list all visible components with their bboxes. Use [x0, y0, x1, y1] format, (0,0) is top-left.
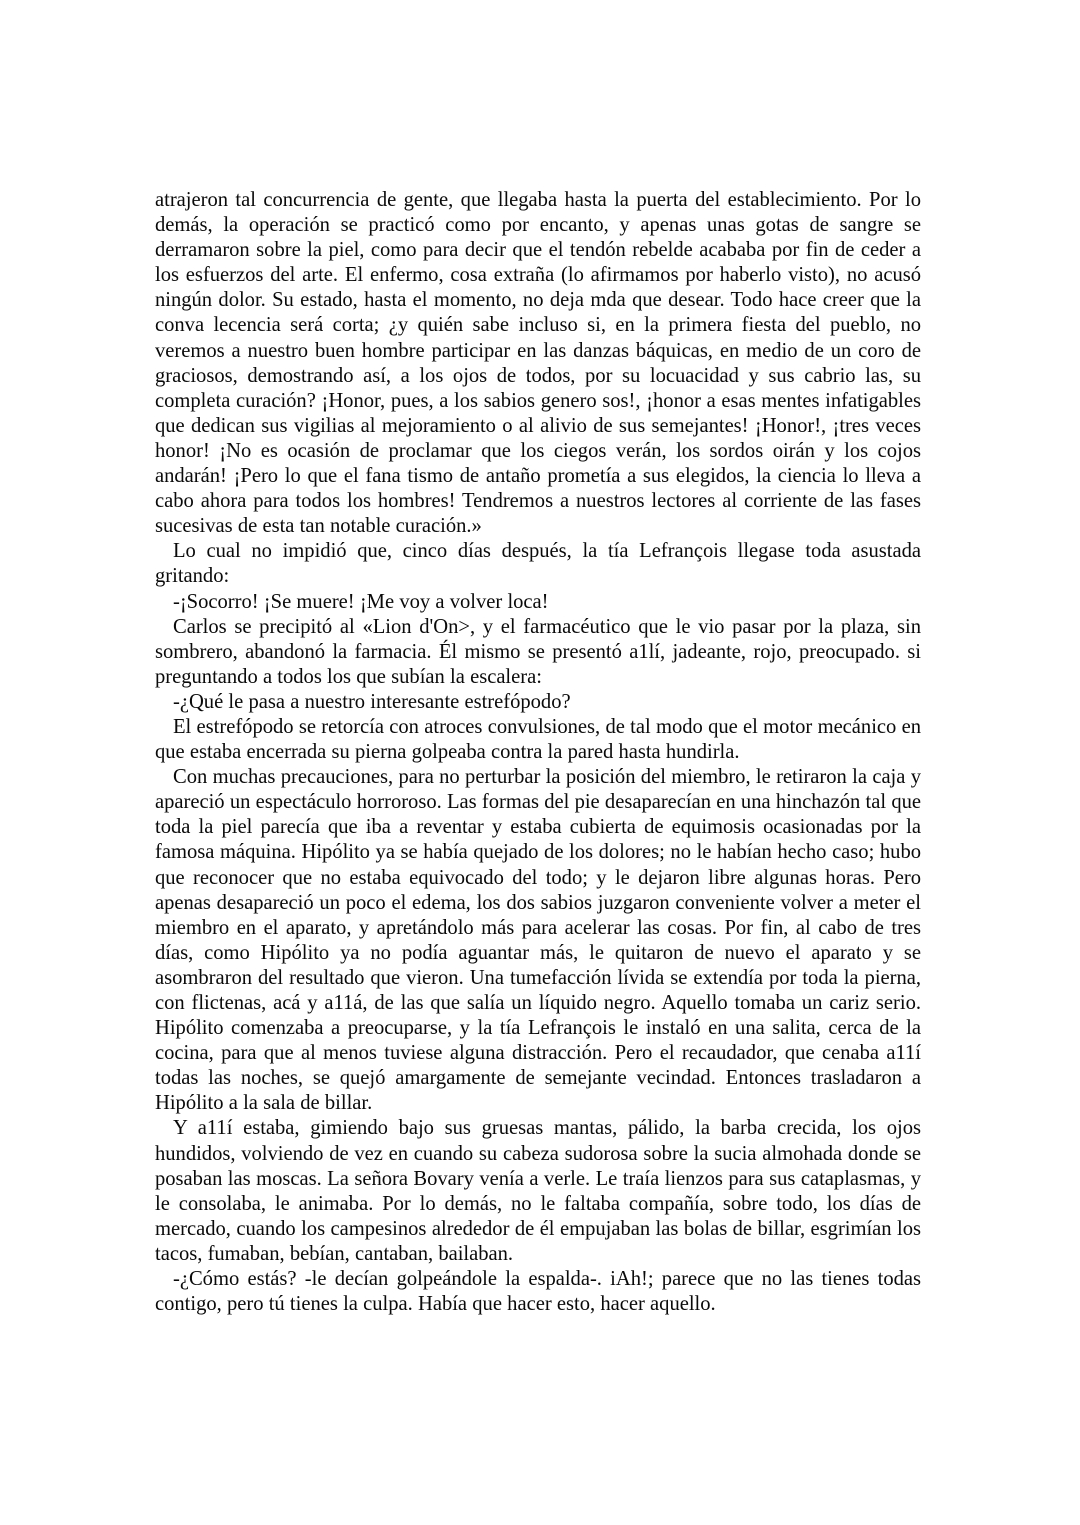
- page-text-block: [155, 188, 921, 1317]
- paragraph: Con muchas precauciones, para no perturbar la posición del miembro, le retiraron la caja y apareció un espectáculo horroroso. Las formas del pie desaparecían en una hinchazón tal que toda la piel parecía que iba a reventar y estaba cubierta de equimosis ocasionadas por la famosa máquina. Hipólito ya se había quejado de los dolores; no le habían hecho caso; hubo que reconocer que no estaba equivocado del todo; y le dejaron libre algunas horas. Pero apenas desapareció un poco el edema, los dos sabios juzgaron conveniente volver a meter el miembro en el aparato, y apretándolo más para acelerar las cosas. Por fin, al cabo de tres días, como Hipólito ya no podía aguantar más, le quitaron de nuevo el aparato y se asombraron del resultado que vieron. Una tumefacción lívida se extendía por toda la pierna, con flictenas, acá y a11á, de las que salía un líquido negro. Aquello tomaba un cariz serio. Hipólito comenzaba a preocuparse, y la tía Lefrançois le instaló en una salita, cerca de la cocina, para que al menos tuviese alguna distracción. Pero el recaudador, que cenaba a11í todas las noches, se quejó amargamente de semejante vecindad. Entonces trasladaron a Hipólito a la sala de billar.: [155, 766, 921, 1115]
- paragraph: -¿Qué le pasa a nuestro interesante estrefópodo?: [173, 690, 571, 713]
- paragraph: Carlos se precipitó al «Lion d'On>, y el farmacéutico que le vio pasar por la plaza, sin sombrero, abandonó la farmacia. Él mismo se presentó a1lí, jadeante, rojo, preocupado. si preguntando a todos los que subían la escalera:: [155, 615, 921, 688]
- paragraph: atrajeron tal concurrencia de gente, que llegaba hasta la puerta del establecimiento. Por lo demás, la operación se practicó como por encanto, y apenas unas gotas de sangre se derramaron sobre la piel, como para decir que el tendón rebelde acababa por fin de ceder a los esfuerzos del arte. El enfermo, cosa extraña (lo afirmamos por haberlo visto), no acusó ningún dolor. Su estado, hasta el momento, no deja mda que desear. Todo hace creer que la conva lecencia será corta; ¿y quién sabe incluso si, en la primera fiesta del pueblo, no veremos a nuestro buen hombre participar en las danzas báquicas, en medio de un coro de graciosos, demostrando así, a los ojos de todos, por su locuacidad y sus cabrio las, su completa curación? ¡Honor, pues, a los sabios genero sos!, ¡honor a esas mentes infatigables que dedican sus vigilias al mejoramiento o al alivio de sus semejantes! ¡Honor!, ¡tres veces honor! ¡No es ocasión de proclamar que los ciegos verán, los sordos oirán y los cojos andarán! ¡Pero lo que el fana tismo de antaño prometía a sus elegidos, la ciencia lo lleva a cabo ahora para todos los hombres! Tendremos a nuestros lectores al corriente de las fases sucesivas de esta tan notable curación.»: [155, 189, 921, 538]
- paragraph: Y a11í estaba, gimiendo bajo sus gruesas mantas, pálido, la barba crecida, los ojos hundidos, volviendo de vez en cuando su cabeza sudorosa sobre la sucia almohada donde se posaban las moscas. La señora Bovary venía a verle. Le traía lienzos para sus cataplasmas, y le consolaba, le animaba. Por lo demás, no le faltaba compañía, sobre todo, los días de mercado, cuando los campesinos alrededor de él empujaban las bolas de billar, esgrimían los tacos, fumaban, bebían, cantaban, bailaban.: [155, 1117, 921, 1265]
- paragraph: Lo cual no impidió que, cinco días después, la tía Lefrançois llegase toda asustada gritando:: [155, 540, 921, 588]
- paragraph: -¿Cómo estás? -le decían golpeándole la espalda-. iAh!; parece que no las tienes todas contigo, pero tú tienes la culpa. Había que hacer esto, hacer aquello.: [155, 1268, 921, 1316]
- paragraph: -¡Socorro! ¡Se muere! ¡Me voy a volver loca!: [173, 590, 549, 613]
- paragraph: El estrefópodo se retorcía con atroces convulsiones, de tal modo que el motor mecánico en que estaba encerrada su pierna golpeaba contra la pared hasta hundirla.: [155, 715, 921, 764]
